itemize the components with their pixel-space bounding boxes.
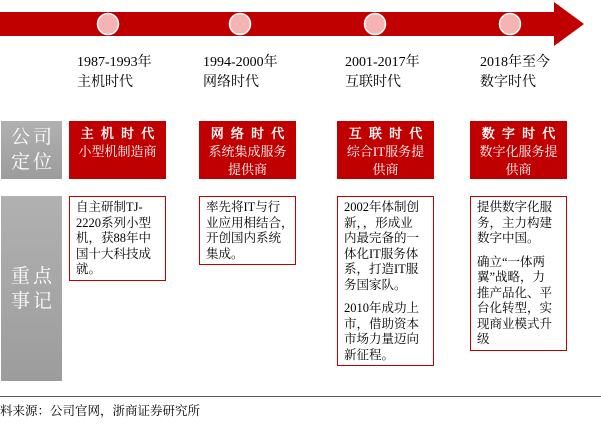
row-label-line: 公司 [10, 127, 55, 148]
positioning-box-1 [69, 121, 166, 179]
positioning-line: 供商 [372, 162, 399, 177]
positioning-title: 主机时代 [80, 126, 162, 141]
milestone-line: 确立“一体两 [477, 254, 546, 269]
milestone-line: 2010年成功上 [344, 301, 420, 315]
period-label-1 [77, 53, 152, 93]
source-divider [0, 396, 601, 397]
positioning-line: 供商 [505, 162, 532, 177]
milestone-line: 级 [477, 332, 490, 346]
milestone-box-1 [69, 196, 166, 281]
milestone-line: 新征程。 [344, 347, 395, 362]
source-note: 料来源：公司官网，浙商证券研究所 [0, 404, 201, 418]
milestone-box-2 [199, 196, 296, 265]
period-era: 主机时代 [77, 75, 133, 90]
positioning-line: 综合IT服务提 [346, 144, 425, 159]
period-label-4 [480, 53, 550, 93]
period-era: 数字时代 [480, 75, 536, 90]
milestone-line: 率先将IT与行 [206, 200, 281, 214]
milestone-line: 数字中国。 [477, 231, 540, 245]
milestone-line: 台化转型，实 [477, 301, 553, 315]
positioning-box-3 [337, 121, 434, 179]
positioning-title: 网络时代 [210, 126, 292, 141]
period-label-3 [345, 53, 420, 93]
milestone-line: 就。 [76, 262, 102, 276]
arrow-shaft [0, 12, 556, 36]
period-era: 互联时代 [345, 75, 401, 90]
milestone-line: 市场力量迈向 [344, 332, 420, 346]
milestone-line: 2220系列小型 [76, 215, 152, 230]
milestone-line: 2002年体制创 [344, 200, 420, 214]
arrow-head [554, 2, 584, 46]
milestone-line: 内最完备的一 [344, 231, 420, 245]
row-label-line: 事记 [10, 290, 55, 312]
timeline-node-4 [500, 14, 521, 35]
timeline-node-1 [98, 14, 119, 35]
milestone-line: 自主研制TJ- [76, 200, 143, 214]
milestone-box-3 [337, 196, 434, 366]
positioning-title: 数字时代 [481, 126, 563, 141]
row-label-line: 重点 [10, 265, 55, 287]
period-label-2 [203, 53, 278, 93]
row-label-positioning [1, 121, 62, 179]
milestone-paragraph [477, 200, 563, 247]
positioning-line: 系统集成服务 [208, 144, 287, 159]
milestone-line: 机，获88年中 [76, 231, 152, 245]
row-label-line: 定位 [10, 152, 55, 173]
period-years: 1994-2000年 [203, 55, 278, 70]
period-era: 网络时代 [203, 75, 259, 90]
milestone-paragraph [76, 200, 162, 278]
milestone-line: 开创国内系统 [206, 231, 282, 245]
milestone-line: 新，，形成业 [344, 215, 413, 230]
milestone-paragraph [344, 301, 430, 363]
milestone-paragraph [344, 200, 430, 293]
period-years: 2001-2017年 [345, 55, 420, 70]
row-label-milestones [1, 196, 62, 381]
positioning-title: 互联时代 [348, 126, 430, 141]
positioning-line: 提供商 [227, 162, 267, 177]
milestone-line: 国十大科技成 [76, 246, 152, 261]
period-years: 2018年至今 [480, 55, 550, 70]
timeline-arrow [0, 0, 601, 48]
milestone-line: 推产品化、平 [477, 285, 553, 300]
positioning-box-2 [199, 121, 296, 179]
milestone-line: 系，打造IT服 [344, 262, 419, 276]
milestone-paragraph [206, 200, 292, 262]
positioning-line: 小型机制造商 [78, 144, 157, 159]
timeline-node-2 [230, 14, 251, 35]
positioning-box-4 [470, 121, 567, 179]
milestone-line: 市，借助资本 [344, 316, 420, 331]
milestone-paragraph [477, 255, 563, 348]
milestone-line: 务国家队。 [344, 277, 407, 292]
milestone-line: 翼”战略，力 [477, 270, 546, 284]
milestone-box-4 [470, 196, 567, 351]
milestone-line: 业应用相结合， [206, 215, 294, 230]
milestone-line: 集成。 [206, 246, 244, 261]
milestone-line: 务，主力构建 [477, 215, 553, 230]
positioning-line: 数字化服务提 [479, 144, 558, 159]
timeline-node-3 [365, 14, 386, 35]
milestone-line: 现商业模式升 [477, 316, 553, 331]
period-years: 1987-1993年 [77, 55, 152, 70]
milestone-line: 体化IT服务体 [344, 246, 419, 261]
milestone-line: 提供数字化服 [477, 200, 553, 214]
